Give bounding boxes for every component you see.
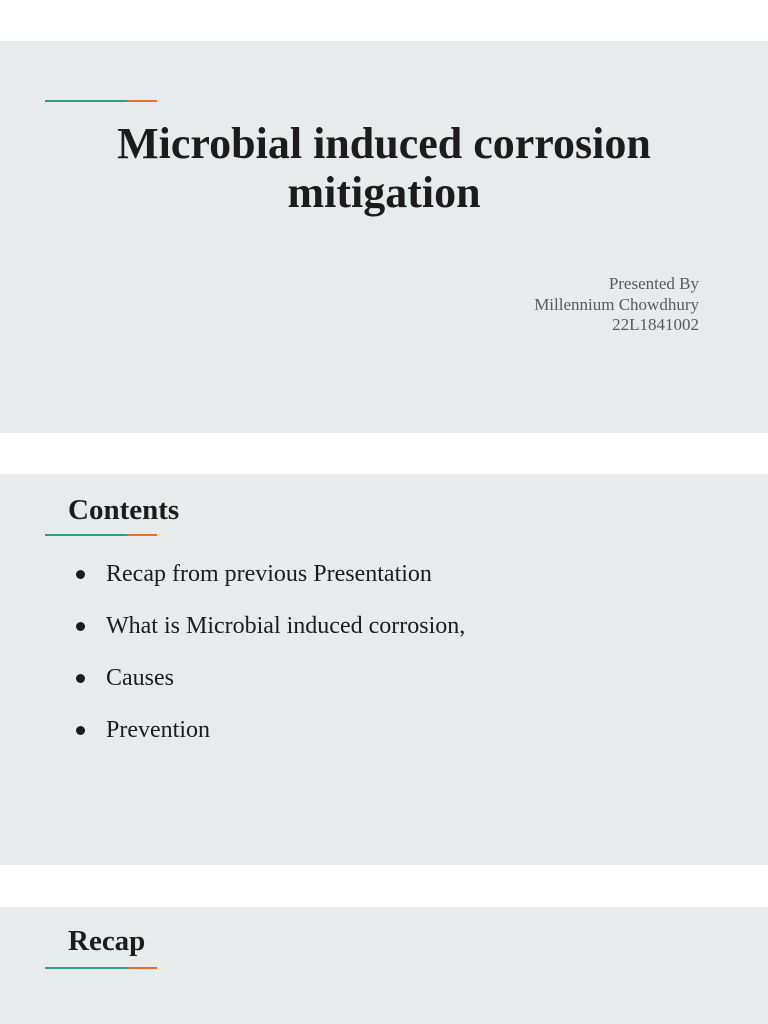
presenter-name: Millennium Chowdhury bbox=[534, 294, 699, 314]
bullet-icon bbox=[76, 726, 85, 735]
presenter-id: 22L1841002 bbox=[612, 315, 699, 334]
slide-heading: Recap bbox=[68, 925, 146, 957]
list-item: Prevention bbox=[76, 714, 465, 766]
bullet-icon bbox=[76, 622, 85, 631]
bullet-icon bbox=[76, 674, 85, 683]
slide-title: Microbial induced corrosion mitigation bbox=[117, 119, 651, 217]
slide-heading: Contents bbox=[68, 494, 180, 526]
list-item: Recap from previous Presentation bbox=[76, 558, 465, 610]
accent-line bbox=[45, 100, 157, 102]
accent-line bbox=[45, 967, 157, 969]
contents-slide bbox=[0, 474, 768, 865]
list-item: What is Microbial induced corrosion, bbox=[76, 610, 465, 662]
accent-line bbox=[45, 534, 157, 536]
list-item: Causes bbox=[76, 662, 465, 714]
bullet-icon bbox=[76, 570, 85, 579]
contents-list bbox=[76, 558, 465, 766]
presented-by-label: Presented By bbox=[608, 274, 699, 293]
recap-slide bbox=[0, 907, 768, 1024]
title-slide bbox=[0, 41, 768, 433]
presenter-info bbox=[534, 274, 699, 336]
